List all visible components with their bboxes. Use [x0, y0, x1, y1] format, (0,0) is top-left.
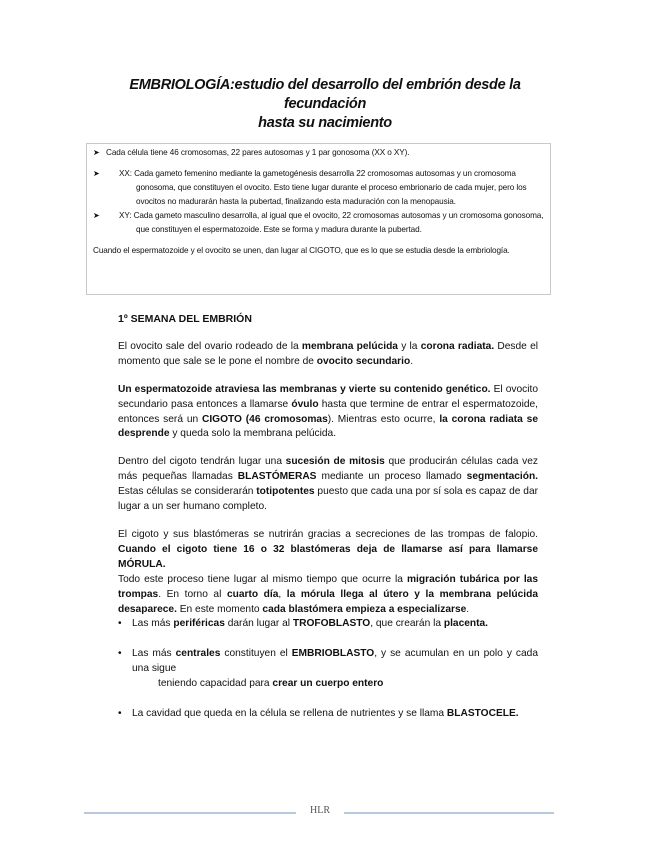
- text-run: que producirán células cada vez más pequeñas llamadas: [118, 456, 538, 483]
- text-run: constituyen el: [220, 648, 292, 660]
- bold-text: crear un cuerpo entero: [272, 678, 384, 690]
- text-run: La cavidad que queda en la célula se rellena de nutrientes y se llama: [132, 708, 447, 720]
- box-item: [93, 209, 544, 237]
- bullet-icon: •: [118, 708, 122, 720]
- bold-text: sucesión de mitosis: [285, 456, 385, 468]
- bold-text: Cuando el cigoto tiene 16 o 32 blastómeras deja de llamarse así para llamarse MÓRULA.: [118, 543, 538, 570]
- bold-text: EMBRIOBLASTO: [291, 648, 375, 660]
- bold-text: óvulo: [291, 398, 319, 410]
- text-run: ,: [278, 588, 287, 600]
- footer-rule-left: [84, 812, 296, 814]
- text-run: teniendo capacidad para: [158, 678, 273, 690]
- text-run: mediante un proceso llamado: [316, 471, 467, 483]
- section-heading: 1º SEMANA DEL EMBRIÓN: [118, 313, 252, 325]
- bold-text: BLASTOCELE.: [446, 708, 519, 720]
- bullet-text: [132, 708, 519, 719]
- bold-text: totipotentes: [256, 486, 315, 498]
- bold-text: segmentación.: [466, 471, 539, 483]
- text-run: y queda solo la membrana pelúcida.: [169, 428, 337, 440]
- paragraph: [118, 383, 538, 443]
- text-run: , que crearán la: [370, 618, 444, 630]
- bold-text: ovocito secundario: [316, 355, 411, 367]
- box-closing-text: Cuando el espermatozoide y el ovocito se unen, dan lugar al CIGOTO, que es lo que se estudia desde la embriología.: [93, 246, 510, 255]
- text-run: darán lugar al: [224, 618, 293, 630]
- bullet-icon: •: [118, 648, 122, 660]
- text-run: .: [410, 355, 414, 367]
- box-item-text: Cada célula tiene 46 cromosomas, 22 pares autosomas y 1 par gonosoma (XX o XY).: [106, 148, 410, 157]
- bullet-item: [118, 617, 538, 632]
- bold-text: la mórula llega al útero y la membrana pelúcida desaparece.: [118, 588, 538, 615]
- box-item-text: XY: Cada gameto masculino desarrolla, al igual que el ovocito, 22 cromosomas autosomas y un cromosoma gonosoma, que constituyen el espermatozoide. Este se forma y madura durante la pubertad.: [119, 211, 544, 234]
- document-body: [118, 312, 538, 737]
- bold-text: centrales: [175, 648, 221, 660]
- box-item: [93, 167, 544, 209]
- bold-text: CIGOTO (46 cromosomas: [201, 413, 328, 425]
- bold-text: membrana pelúcida: [301, 340, 398, 352]
- box-item-text: XX: Cada gameto femenino mediante la gametogénesis desarrolla 22 cromosomas autosomas y un cromosoma gonosoma, que constituyen el ovocito. Esto tiene lugar durante el proceso embrionario de cada mujer, pero los ovocitos no madurarán hasta la pubertad, finalizando esta maduración con la menopausia.: [119, 169, 527, 206]
- chromosome-summary-box: [86, 143, 551, 295]
- text-run: ). Mientras esto ocurre,: [327, 413, 440, 425]
- text-run: hasta que termine de entrar el espermatozoide, entonces será un: [118, 398, 538, 425]
- bullet-continuation: [132, 677, 538, 692]
- bold-text: corona radiata.: [420, 340, 495, 352]
- bullet-item: [118, 707, 538, 722]
- text-run: . En torno al: [158, 588, 227, 600]
- bullet-text: [132, 618, 488, 629]
- title-line-1: EMBRIOLOGÍA:estudio del desarrollo del embrión desde la fecundación: [129, 77, 521, 112]
- text-run: El cigoto y sus blastómeras se nutrirán gracias a secreciones de las trompas de falopio.: [118, 528, 538, 540]
- text-run: Desde el momento que sale se le pone el nombre de: [118, 340, 538, 367]
- bold-text: la corona radiata se desprende: [118, 413, 538, 440]
- footer-initials: HLR: [310, 805, 330, 816]
- text-run: Las más: [132, 618, 174, 630]
- text-run: En este momento: [176, 603, 263, 615]
- bold-text: placenta.: [443, 618, 489, 630]
- paragraph: [118, 455, 538, 515]
- paragraph: [118, 340, 538, 370]
- text-run: .: [466, 603, 470, 615]
- page-footer: [84, 807, 554, 819]
- text-run: El ovocito sale del ovario rodeado de la: [118, 340, 302, 352]
- bullet-item: [118, 647, 538, 692]
- text-run: Las más: [132, 648, 176, 660]
- text-run: Dentro del cigoto tendrán lugar una: [118, 456, 286, 468]
- bold-text: periféricas: [173, 618, 225, 630]
- bold-text: Un espermatozoide atraviesa las membranas y vierte su contenido genético.: [118, 383, 491, 395]
- text-run: , y se acumulan en un polo y cada una sigue: [132, 648, 538, 675]
- text-run: y la: [397, 340, 421, 352]
- bullet-icon: •: [118, 618, 122, 630]
- footer-rule-right: [344, 812, 554, 814]
- text-run: Estas células se considerarán: [118, 486, 257, 498]
- bold-text: BLASTÓMERAS: [237, 471, 317, 483]
- bullet-text: [132, 648, 538, 674]
- arrow-bullet-icon: ➤: [93, 211, 100, 220]
- text-run: El ovocito secundario pasa entonces a llamarse: [118, 383, 539, 410]
- paragraph: [118, 573, 538, 618]
- text-run: Todo este proceso tiene lugar al mismo tiempo que ocurre la: [118, 573, 407, 585]
- bold-text: TROFOBLASTO: [292, 618, 371, 630]
- box-item: [93, 146, 544, 160]
- bold-text: migración tubárica por las trompas: [118, 573, 538, 600]
- arrow-bullet-icon: ➤: [93, 169, 100, 178]
- title-line-2: hasta su nacimiento: [258, 115, 392, 131]
- bold-text: cuarto día: [226, 588, 279, 600]
- arrow-bullet-icon: ➤: [93, 148, 100, 157]
- paragraph: [118, 528, 538, 573]
- text-run: puesto que cada una por sí sola es capaz de dar lugar a un ser humano completo.: [118, 486, 538, 513]
- bold-text: cada blastómera empieza a especializarse: [262, 603, 467, 615]
- document-title: [90, 76, 560, 133]
